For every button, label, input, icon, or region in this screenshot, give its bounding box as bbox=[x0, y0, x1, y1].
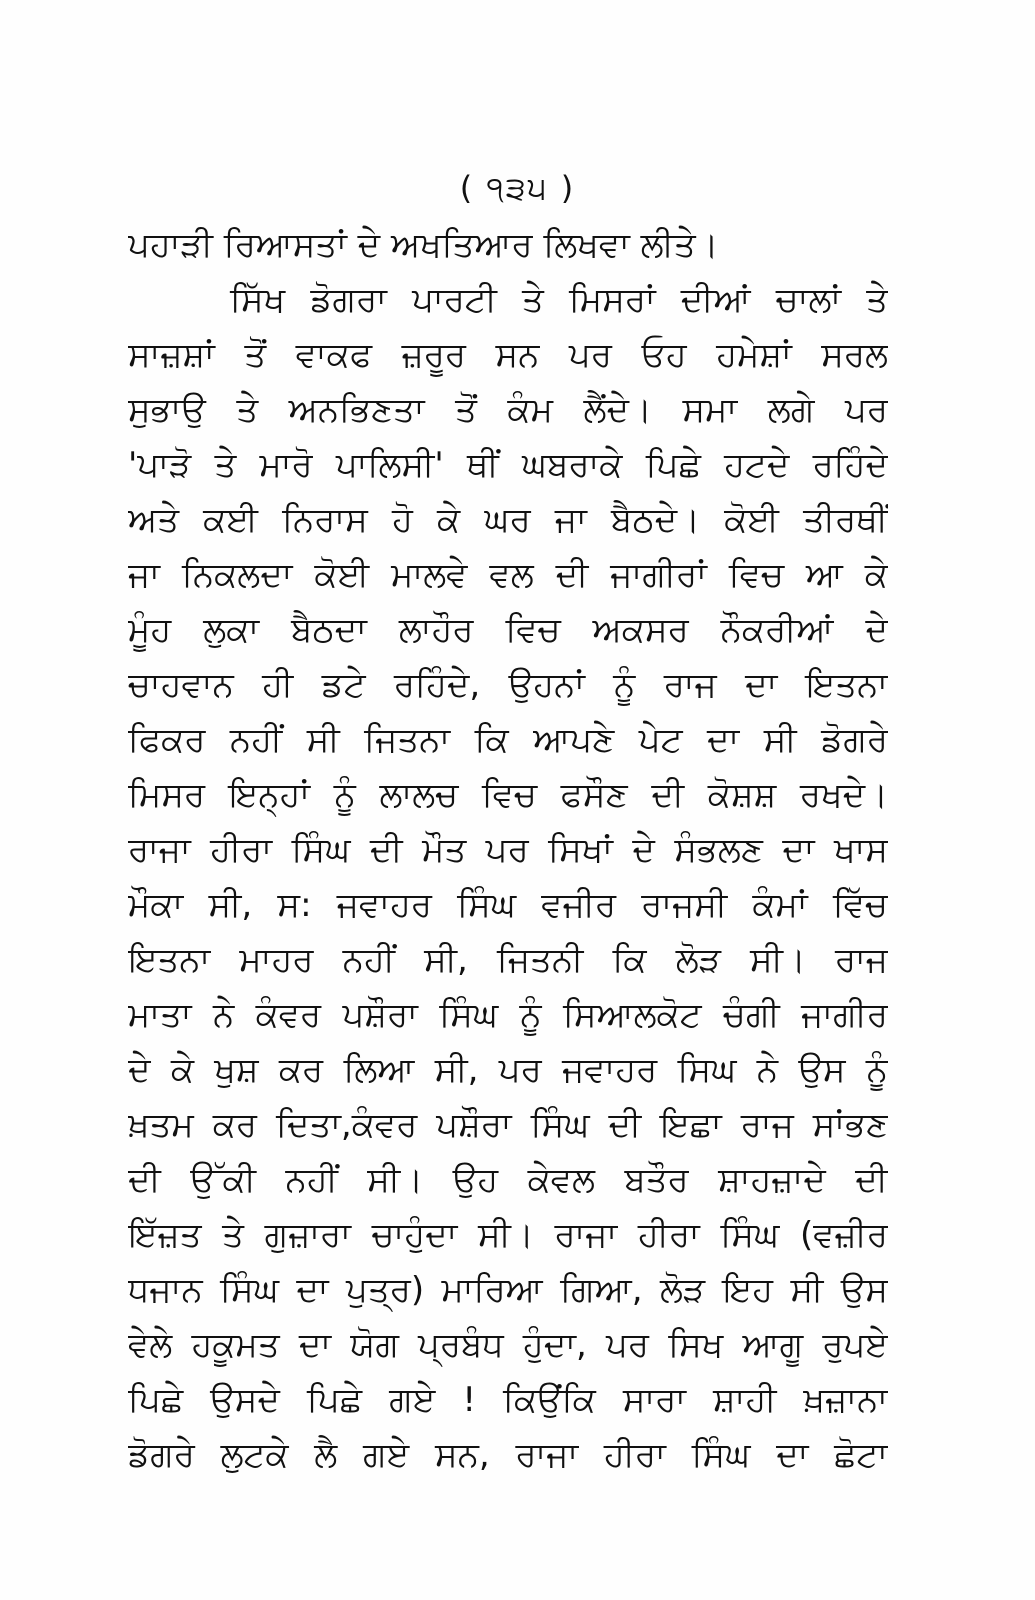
text-line: ਰਾਜਾ ਹੀਰਾ ਸਿੰਘ ਦੀ ਮੌਤ ਪਰ ਸਿਖਾਂ ਦੇ ਸੰਭਲਣ ਦਾ ਖਾਸ bbox=[128, 830, 888, 870]
text-line: ਸਾਜ਼ਸ਼ਾਂ ਤੋਂ ਵਾਕਫ ਜ਼ਰੂਰ ਸਨ ਪਰ ਓਹ ਹਮੇਸ਼ਾਂ ਸਰਲ bbox=[128, 335, 888, 375]
text-line: ਮੌਕਾ ਸੀ, ਸ: ਜਵਾਹਰ ਸਿੰਘ ਵਜੀਰ ਰਾਜਸੀ ਕੰਮਾਂ ਵਿੱਚ bbox=[128, 885, 888, 925]
text-line: ਪਹਾੜੀ ਰਿਆਸਤਾਂ ਦੇ ਅਖਤਿਆਰ ਲਿਖਵਾ ਲੀਤੇ। bbox=[128, 225, 719, 265]
text-line: ਅਤੇ ਕਈ ਨਿਰਾਸ ਹੋ ਕੇ ਘਰ ਜਾ ਬੈਠਦੇ। ਕੋਈ ਤੀਰਥੀਂ bbox=[128, 500, 888, 540]
text-line: ਵੇਲੇ ਹਕੂਮਤ ਦਾ ਯੋਗ ਪ੍ਰਬੰਧ ਹੁੰਦਾ, ਪਰ ਸਿਖ ਆਗੂ ਰੁਪਏ bbox=[128, 1325, 888, 1365]
text-line: ਦੇ ਕੇ ਖੁਸ਼ ਕਰ ਲਿਆ ਸੀ, ਪਰ ਜਵਾਹਰ ਸਿਘ ਨੇ ਉਸ ਨੂੰ bbox=[128, 1050, 888, 1090]
text-line: ਮਾਤਾ ਨੇ ਕੰਵਰ ਪਸ਼ੌਰਾ ਸਿੰਘ ਨੂੰ ਸਿਆਲਕੋਟ ਚੰਗੀ ਜਾਗੀਰ bbox=[128, 995, 888, 1035]
text-line: ਇੱਜ਼ਤ ਤੇ ਗੁਜ਼ਾਰਾ ਚਾਹੁੰਦਾ ਸੀ। ਰਾਜਾ ਹੀਰਾ ਸਿੰਘ (ਵਜ਼ੀਰ bbox=[128, 1215, 888, 1255]
text-line: ਖ਼ਤਮ ਕਰ ਦਿਤਾ,ਕੰਵਰ ਪਸ਼ੌਰਾ ਸਿੰਘ ਦੀ ਇਛਾ ਰਾਜ ਸਾਂਭਣ bbox=[128, 1105, 888, 1145]
text-line: ਇਤਨਾ ਮਾਹਰ ਨਹੀਂ ਸੀ, ਜਿਤਨੀ ਕਿ ਲੋੜ ਸੀ। ਰਾਜ bbox=[128, 940, 888, 980]
text-line: ਧਜਾਨ ਸਿੰਘ ਦਾ ਪੁਤ੍ਰ) ਮਾਰਿਆ ਗਿਆ, ਲੋੜ ਇਹ ਸੀ ਉਸ bbox=[128, 1270, 888, 1310]
text-line: ਜਾ ਨਿਕਲਦਾ ਕੋਈ ਮਾਲਵੇ ਵਲ ਦੀ ਜਾਗੀਰਾਂ ਵਿਚ ਆ ਕੇ bbox=[128, 555, 888, 595]
text-line: ਪਿਛੇ ਉਸਦੇ ਪਿਛੇ ਗਏ ! ਕਿਉਂਕਿ ਸਾਰਾ ਸ਼ਾਹੀ ਖ਼ਜ਼ਾਨਾ bbox=[128, 1380, 888, 1420]
text-line: ਡੋਗਰੇ ਲੁਟਕੇ ਲੈ ਗਏ ਸਨ, ਰਾਜਾ ਹੀਰਾ ਸਿੰਘ ਦਾ ਛੋਟਾ bbox=[128, 1435, 888, 1475]
text-line: ਫਿਕਰ ਨਹੀਂ ਸੀ ਜਿਤਨਾ ਕਿ ਆਪਣੇ ਪੇਟ ਦਾ ਸੀ ਡੋਗਰੇ bbox=[128, 720, 888, 760]
text-line: ਦੀ ਉੱਕੀ ਨਹੀਂ ਸੀ। ਉਹ ਕੇਵਲ ਬਤੌਰ ਸ਼ਾਹਜ਼ਾਦੇ ਦੀ bbox=[128, 1160, 888, 1200]
body-text bbox=[128, 218, 888, 1483]
text-line: 'ਪਾੜੋ ਤੇ ਮਾਰੋ ਪਾਲਿਸੀ' ਥੀਂ ਘਬਰਾਕੇ ਪਿਛੇ ਹਟਦੇ ਰਹਿੰਦੇ bbox=[128, 445, 888, 485]
text-line: ਸੁਭਾਉ ਤੇ ਅਨਭਿਣਤਾ ਤੋਂ ਕੰਮ ਲੈਂਦੇ। ਸਮਾ ਲਗੇ ਪਰ bbox=[128, 390, 888, 430]
text-line: ਚਾਹਵਾਨ ਹੀ ਡਟੇ ਰਹਿੰਦੇ, ਉਹਨਾਂ ਨੂੰ ਰਾਜ ਦਾ ਇਤਨਾ bbox=[128, 665, 888, 705]
text-line: ਮਿਸਰ ਇਨ੍ਹਾਂ ਨੂੰ ਲਾਲਚ ਵਿਚ ਫਸੌਣ ਦੀ ਕੋਸ਼ਸ਼ ਰਖਦੇ। bbox=[128, 775, 888, 815]
text-line: ਮੂੰਹ ਲੁਕਾ ਬੈਠਦਾ ਲਾਹੌਰ ਵਿਚ ਅਕਸਰ ਨੌਕਰੀਆਂ ਦੇ bbox=[128, 610, 888, 650]
text-line: ਸਿੱਖ ਡੋਗਰਾ ਪਾਰਟੀ ਤੇ ਮਿਸਰਾਂ ਦੀਆਂ ਚਾਲਾਂ ਤੇ bbox=[230, 280, 888, 320]
page-number: ( ੧੩੫ ) bbox=[459, 169, 576, 207]
